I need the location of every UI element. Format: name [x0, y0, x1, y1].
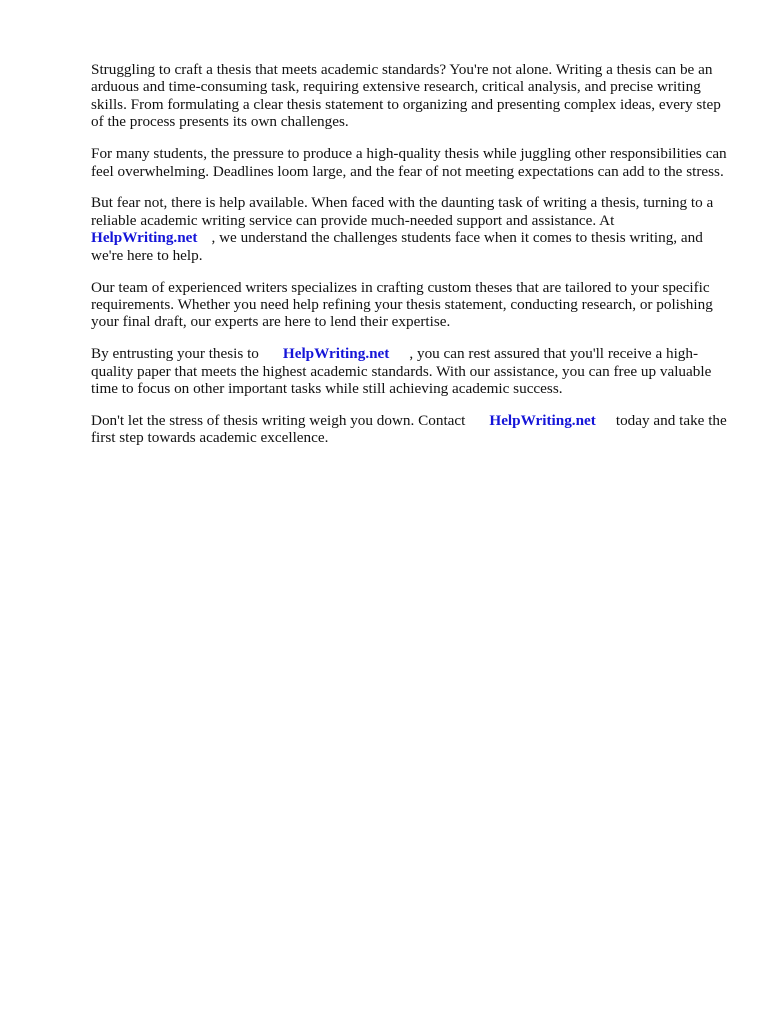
paragraph-contact-text-end: today and take the first step towards academic excellence. — [91, 412, 727, 447]
paragraph-intro-text: Struggling to craft a thesis that meets academic standards? You're not alone. Writing a thesis can be an arduous and time-consuming task, requiring extensive research, critical analysis, and precise writing skills. From formulating a clear thesis statement to organizing and presenting complex ideas, every step of the process presents its own challenges. — [91, 61, 721, 131]
paragraph-pressure — [91, 145, 731, 180]
paragraph-team — [91, 279, 731, 331]
paragraph-entrust-text-end: , you can rest assured that you'll receive a high-quality paper that meets the highest academic standards. With our assistance, you can free up valuable time to focus on other important tasks while still achieving academic success. — [91, 345, 712, 398]
paragraph-intro — [91, 61, 731, 131]
paragraph-entrust-text-start: By entrusting your thesis to — [91, 345, 259, 363]
helpwriting-link[interactable]: HelpWriting.net — [282, 345, 390, 363]
paragraph-help — [91, 194, 731, 264]
paragraph-help-text-end: , we understand the challenges students face when it comes to thesis writing, and we're here to help. — [91, 229, 703, 264]
helpwriting-link[interactable]: HelpWriting.net — [489, 412, 596, 429]
paragraph-contact — [91, 412, 731, 447]
paragraph-help-text-start: But fear not, there is help available. When faced with the daunting task of writing a thesis, turning to a reliable academic writing service can provide much-needed support and assistance. At — [91, 194, 714, 229]
paragraph-contact-text-start: Don't let the stress of thesis writing weigh you down. Contact — [91, 412, 466, 429]
paragraph-pressure-text: For many students, the pressure to produce a high-quality thesis while juggling other responsibilities can feel overwhelming. Deadlines loom large, and the fear of not meeting expectations can add to the stress. — [91, 145, 727, 180]
document-body — [91, 61, 731, 461]
paragraph-team-text: Our team of experienced writers specializes in crafting custom theses that are tailored to your specific requirements. Whether you need help refining your thesis statement, conducting research, or polishing your final draft, our experts are here to lend their expertise. — [91, 278, 713, 331]
paragraph-entrust — [91, 345, 731, 397]
helpwriting-link[interactable]: HelpWriting.net — [91, 229, 198, 247]
